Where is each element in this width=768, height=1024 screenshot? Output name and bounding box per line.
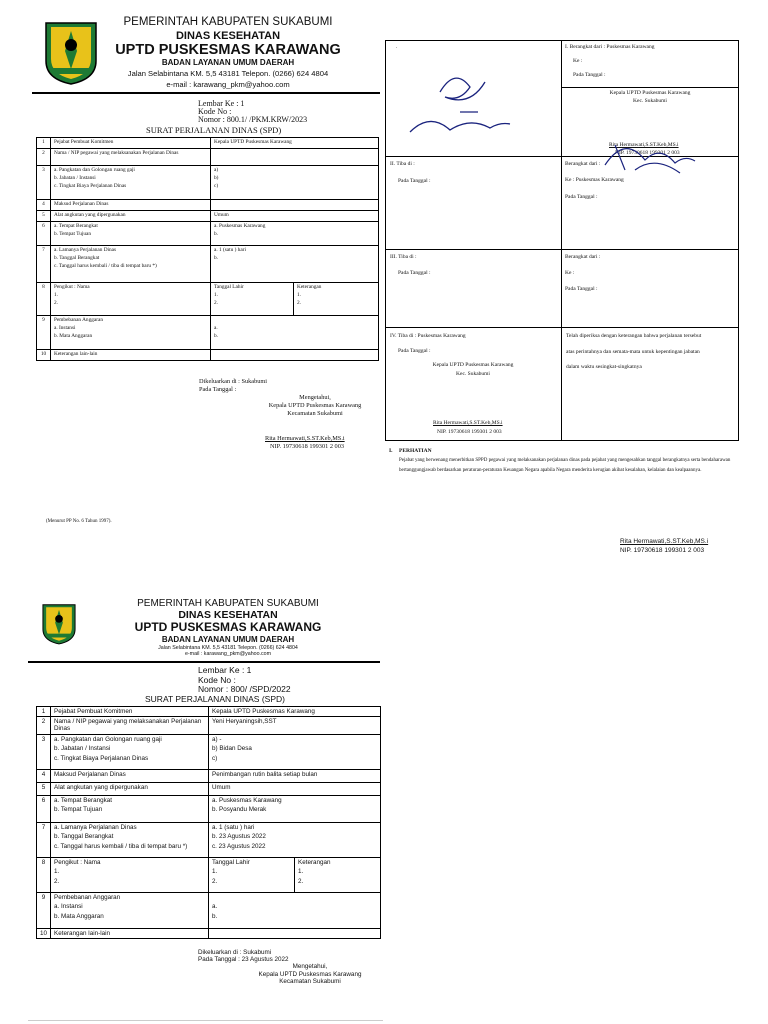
notice-number: I. [389,448,393,454]
row-label: Nama / NIP pegawai yang melaksanakan Perjalanan Dinas [51,717,209,735]
table-row [37,200,379,211]
row-label: Maksud Perjalanan Dinas [51,200,211,211]
row-value: Tanggal Lahir 1. 2. [211,283,294,316]
arrive-at-3: III. Tiba di : [390,254,417,260]
header-organization: UPTD PUSKESMAS KARAWANG [115,42,341,58]
signatory-district: Kec. Sukabumi [456,371,490,377]
table-row [37,717,381,735]
signature-scribble [595,125,705,180]
table-row [37,211,379,222]
row-number: 3 [37,166,51,200]
kode-no: Kode No : [198,107,232,116]
signatory-position: Kepala UPTD Puskesmas Karawang [432,362,514,368]
sukabumi-crest-logo [41,601,77,647]
row-divider [385,249,739,250]
depart-from-3: Berangkat dari : [565,254,601,260]
row-label: Keterangan lain-lain [51,350,211,361]
issued-at: Dikeluarkan di : Sukabumi [198,949,272,956]
row-label: Pengikut : Nama 1. 2. [51,858,209,893]
signatory-district: Kec. Sukabumi [633,98,667,104]
arrive-at-2: II. Tiba di : [390,161,415,167]
notice-text: Pejabat yang berwenang menerbitkan SPPD pegawai yang melaksanakan perjalanan dinas pada pejabat yang mengesahkan tanggal berangkatnya serta bendaharawan bertanggungjawab berdasarkan peraturan-peraturan Keuangan Negara apabila Negara menderita kerugian akibat kesalahan, kelalaian dan kealpaannya. [399,458,731,473]
lembar-ke: Lembar Ke : 1 [198,99,245,108]
row-number: 5 [37,783,51,796]
row-value: a) - b) Bidan Desa c) [209,735,381,770]
row-label: Pejabat Pembuat Komitmen [51,707,209,717]
row-divider [385,327,739,328]
row-number: 2 [37,149,51,166]
depart-from-2: Berangkat dari : [565,161,601,167]
row-value: Tanggal Lahir 1. 2. [209,858,295,893]
row-number: 6 [37,222,51,246]
header-divider [28,661,380,663]
signer-nip: NIP. 19730618 199301 2 003 [615,150,680,156]
row-label: a. Tempat Berangkat b. Tempat Tujuan [51,222,211,246]
arrive-date-2: Pada Tanggal : [398,178,431,184]
sukabumi-crest-logo [43,21,99,85]
header-address: Jalan Selabintana KM. 5,5 43181 Telepon. (0266) 624 4804 [158,645,298,651]
approval-position: Kepala UPTD Puskesmas Karawang [258,971,362,978]
header-department: DINAS KESEHATAN [175,30,281,42]
table-row [37,138,379,149]
nomor-surat: Nomor : 800/ /SPD/2022 [198,684,291,694]
row-number: 6 [37,796,51,823]
header-unit: BADAN LAYANAN UMUM DAERAH [161,58,295,67]
row-value: Umum [211,211,379,222]
table-row [37,707,381,717]
signer-name: Rita Hermawati,S.ST.Keb,MS.i [265,435,345,442]
table-row [37,246,379,283]
row-number: 7 [37,823,51,858]
row-divider [561,87,739,88]
row-value: a. 1 (satu ) hari b. 23 Agustus 2022 c. 23 Agustus 2022 [209,823,381,858]
table-row [37,222,379,246]
row-label: Alat angkutan yang dipergunakan [51,211,211,222]
row-number: 1 [37,138,51,149]
arrive-date-4: Pada Tanggal : [398,348,431,354]
table-row [37,858,381,893]
approval-label: Mengetahui, [292,963,328,970]
row-value: a. b. [209,893,381,929]
table-row [37,316,379,350]
table-row [37,350,379,361]
verification-line-1: Telah diperiksa dengan keterangan bahwa perjalanan tersebut [566,333,702,339]
verification-line-2: atas perintahnya dan semata-mata untuk kepentingan jabatan [566,349,700,355]
header-government: PEMERINTAH KABUPATEN SUKABUMI [123,16,333,28]
row-number: 7 [37,246,51,283]
document-title: SURAT PERJALANAN DINAS (SPD) [145,694,285,704]
row-number: 9 [37,893,51,929]
approval-label: Mengetahui, [299,394,331,401]
header-organization: UPTD PUSKESMAS KARAWANG [134,620,322,634]
row-number: 4 [37,200,51,211]
row-value: Yeni Heryaningsih,SST [209,717,381,735]
header-email: e-mail : karawang_pkm@yahoo.com [184,651,272,657]
issued-date: Pada Tanggal : [199,386,237,393]
signature-scribble [400,62,520,142]
approval-district: Kecamatan Sukabumi [287,410,343,417]
table-row [37,796,381,823]
table-row [37,166,379,200]
signer-name: Rita Hermawati,S.ST.Keb,MS.i [433,420,503,426]
row-value: Penimbangan rutin balita setiap bulan [209,770,381,783]
document-title: SURAT PERJALANAN DINAS (SPD) [146,125,282,135]
row-value [211,149,379,166]
bottom-signer-name: Rita Hermawati,S.ST.Keb,MS.i [620,538,709,545]
depart-date: Pada Tanggal : [573,72,606,78]
notice-title: PERHATIAN [399,448,432,454]
nomor-surat: Nomor : 800.1/ /PKM.KRW/2023 [198,115,308,124]
table-row [37,823,381,858]
table-row [37,735,381,770]
spd-table [36,137,379,361]
dot-mark: . [396,44,398,50]
header-government: PEMERINTAH KABUPATEN SUKABUMI [137,598,319,609]
row-label: Maksud Perjalanan Dinas [51,770,209,783]
row-value: a. Puskesmas Karawang b. [211,222,379,246]
issued-at: Dikeluarkan di : Sukabumi [199,378,268,385]
row-label: a. Lamanya Perjalanan Dinas b. Tanggal Berangkat c. Tanggal harus kembali / tiba di tempat baru *) [51,823,209,858]
signatory-position: Kepala UPTD Puskesmas Karawang [609,90,691,96]
signer-nip: NIP. 19730618 199301 2 003 [270,443,344,450]
approval-position: Kepala UPTD Puskesmas Karawang [268,402,362,409]
row-number: 10 [37,350,51,361]
depart-date-2: Pada Tanggal : [565,194,598,200]
row-value: a. 1 (satu ) hari b. [211,246,379,283]
depart-to-3: Ke : [565,270,575,276]
lembar-ke: Lembar Ke : 1 [198,665,252,675]
row-label: Nama / NIP pegawai yang melaksanakan Perjalanan Dinas [51,149,211,166]
row-value [211,200,379,211]
row-value: a) b) c) [211,166,379,200]
header-address: Jalan Selabintana KM. 5,5 43181 Telepon. (0266) 624 4804 [127,69,329,78]
row-value: Kepala UPTD Puskesmas Karawang [211,138,379,149]
header-email: e-mail : karawang_pkm@yahoo.com [166,80,290,89]
row-value: a. Puskesmas Karawang b. Posyandu Merak [209,796,381,823]
table-row [37,929,381,939]
header-unit: BADAN LAYANAN UMUM DAERAH [161,635,295,644]
verification-line-3: dalam waktu sesingkat-singkatnya [566,364,642,370]
row-label: Pembebanan Anggaran a. Instansi b. Mata Anggaran [51,893,209,929]
footnote: (Menurut PP No. 6 Tahun 1997). [46,519,112,524]
issued-date: Pada Tanggal : 23 Agustus 2022 [198,956,289,963]
spd-table [36,706,381,939]
row-label: a. Pangkatan dan Golongan ruang gaji b. Jabatan / Instansi c. Tingkat Biaya Perjalanan Dinas [51,166,211,200]
row-label: Pembebanan Anggaran a. Instansi b. Mata Anggaran [51,316,211,350]
row-value: Keterangan 1. 2. [295,858,381,893]
depart-to-2: Ke : Puskesmas Karawang [565,177,624,183]
arrive-at-4: IV. Tiba di : Puskesmas Karawang [390,333,466,339]
row-value: Kepala UPTD Puskesmas Karawang [209,707,381,717]
header-department: DINAS KESEHATAN [178,609,278,621]
table-row [37,893,381,929]
row-value [209,929,381,939]
table-row [37,149,379,166]
row-value: Umum [209,783,381,796]
row-number: 9 [37,316,51,350]
row-value: Keterangan 1. 2. [294,283,379,316]
bottom-signer-nip: NIP. 19730618 199301 2 003 [620,547,705,554]
arrive-date-3: Pada Tanggal : [398,270,431,276]
row-number: 10 [37,929,51,939]
row-label: Pejabat Pembuat Komitmen [51,138,211,149]
row-number: 5 [37,211,51,222]
row-label: a. Lamanya Perjalanan Dinas b. Tanggal Berangkat c. Tanggal harus kembali / tiba di tempat baru *) [51,246,211,283]
row-value [211,350,379,361]
row-label: a. Tempat Berangkat b. Tempat Tujuan [51,796,209,823]
row-number: 2 [37,717,51,735]
depart-from: I. Berangkat dari : Puskesmas Karawang [565,44,655,50]
row-number: 3 [37,735,51,770]
signer-nip: NIP. 19730618 199301 2 003 [437,429,502,435]
row-number: 8 [37,283,51,316]
table-row [37,783,381,796]
kode-no: Kode No : [198,675,236,685]
table-row [37,283,379,316]
page-edge [28,1020,383,1021]
signer-name: Rita Hermawati,S.ST.Keb,MS.i [609,142,679,148]
row-number: 4 [37,770,51,783]
row-number: 1 [37,707,51,717]
approval-district: Kecamatan Sukabumi [279,978,341,985]
header-divider [32,92,380,94]
depart-date-3: Pada Tanggal : [565,286,598,292]
row-label: a. Pangkatan dan Golongan ruang gaji b. Jabatan / Instansi c. Tingkat Biaya Perjalanan Dinas [51,735,209,770]
depart-to: Ke : [573,58,583,64]
row-label: Pengikut : Nama 1. 2. [51,283,211,316]
table-row [37,770,381,783]
row-label: Alat angkutan yang dipergunakan [51,783,209,796]
row-label: Keterangan lain-lain [51,929,209,939]
row-value: a. b. [211,316,379,350]
row-number: 8 [37,858,51,893]
